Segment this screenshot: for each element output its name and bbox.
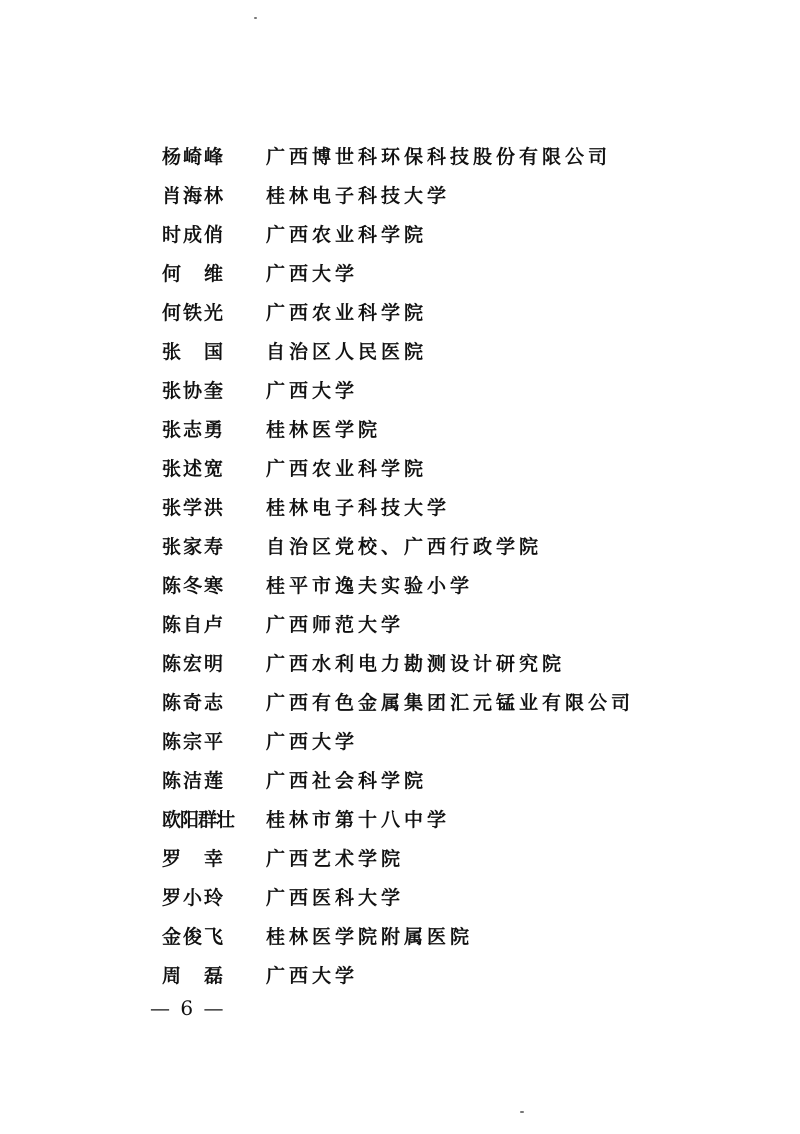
person-name: 张协奎 <box>162 380 226 402</box>
roster-row <box>162 918 762 957</box>
person-name: 金俊飞 <box>162 926 226 948</box>
roster-list <box>162 138 762 996</box>
roster-row <box>162 606 762 645</box>
roster-row <box>162 957 762 996</box>
person-name: 陈冬寒 <box>162 575 226 597</box>
organization: 桂平市逸夫实验小学 <box>266 575 474 597</box>
organization: 桂林医学院 <box>266 419 382 441</box>
organization: 广西大学 <box>266 731 359 753</box>
roster-row <box>162 762 762 801</box>
roster-row <box>162 138 762 177</box>
organization: 桂林电子科技大学 <box>266 185 451 207</box>
roster-row <box>162 645 762 684</box>
person-name: 何 维 <box>162 263 226 285</box>
roster-row <box>162 879 762 918</box>
person-name: 陈洁莲 <box>162 770 226 792</box>
organization: 广西社会科学院 <box>266 770 428 792</box>
person-name: 周 磊 <box>162 965 226 987</box>
person-name: 杨崎峰 <box>162 146 226 168</box>
organization: 广西艺术学院 <box>266 848 405 870</box>
person-name: 欧阳群壮 <box>162 809 235 831</box>
person-name: 罗 幸 <box>162 848 226 870</box>
roster-row <box>162 333 762 372</box>
roster-row <box>162 684 762 723</box>
roster-row <box>162 528 762 567</box>
roster-row <box>162 723 762 762</box>
organization: 广西大学 <box>266 380 359 402</box>
organization: 广西师范大学 <box>266 614 405 636</box>
roster-row <box>162 411 762 450</box>
scan-speck <box>520 1111 524 1113</box>
person-name: 罗小玲 <box>162 887 226 909</box>
person-name: 张家寿 <box>162 536 226 558</box>
person-name: 时成俏 <box>162 224 226 246</box>
person-name: 陈奇志 <box>162 692 226 714</box>
organization: 广西医科大学 <box>266 887 405 909</box>
roster-row <box>162 294 762 333</box>
organization: 广西水利电力勘测设计研究院 <box>266 653 566 675</box>
organization: 桂林市第十八中学 <box>266 809 451 831</box>
person-name: 陈自卢 <box>162 614 226 636</box>
roster-row <box>162 450 762 489</box>
organization: 广西农业科学院 <box>266 302 428 324</box>
organization: 广西农业科学院 <box>266 224 428 246</box>
roster-row <box>162 801 762 840</box>
organization: 广西有色金属集团汇元锰业有限公司 <box>266 692 635 714</box>
person-name: 陈宗平 <box>162 731 226 753</box>
person-name: 肖海林 <box>162 185 226 207</box>
page-number: — 6 — <box>150 996 226 1020</box>
person-name: 陈宏明 <box>162 653 226 675</box>
organization: 自治区人民医院 <box>266 341 428 363</box>
roster-row <box>162 372 762 411</box>
roster-row <box>162 567 762 606</box>
roster-row <box>162 255 762 294</box>
organization: 桂林电子科技大学 <box>266 497 451 519</box>
person-name: 何铁光 <box>162 302 226 324</box>
roster-row <box>162 489 762 528</box>
scan-speck <box>254 17 257 19</box>
roster-row <box>162 840 762 879</box>
person-name: 张学洪 <box>162 497 226 519</box>
organization: 广西农业科学院 <box>266 458 428 480</box>
organization: 广西大学 <box>266 965 359 987</box>
organization: 广西博世科环保科技股份有限公司 <box>266 146 612 168</box>
person-name: 张 国 <box>162 341 226 363</box>
person-name: 张志勇 <box>162 419 226 441</box>
organization: 桂林医学院附属医院 <box>266 926 474 948</box>
roster-row <box>162 216 762 255</box>
organization: 自治区党校、广西行政学院 <box>266 536 543 558</box>
organization: 广西大学 <box>266 263 359 285</box>
person-name: 张述宽 <box>162 458 226 480</box>
roster-row <box>162 177 762 216</box>
